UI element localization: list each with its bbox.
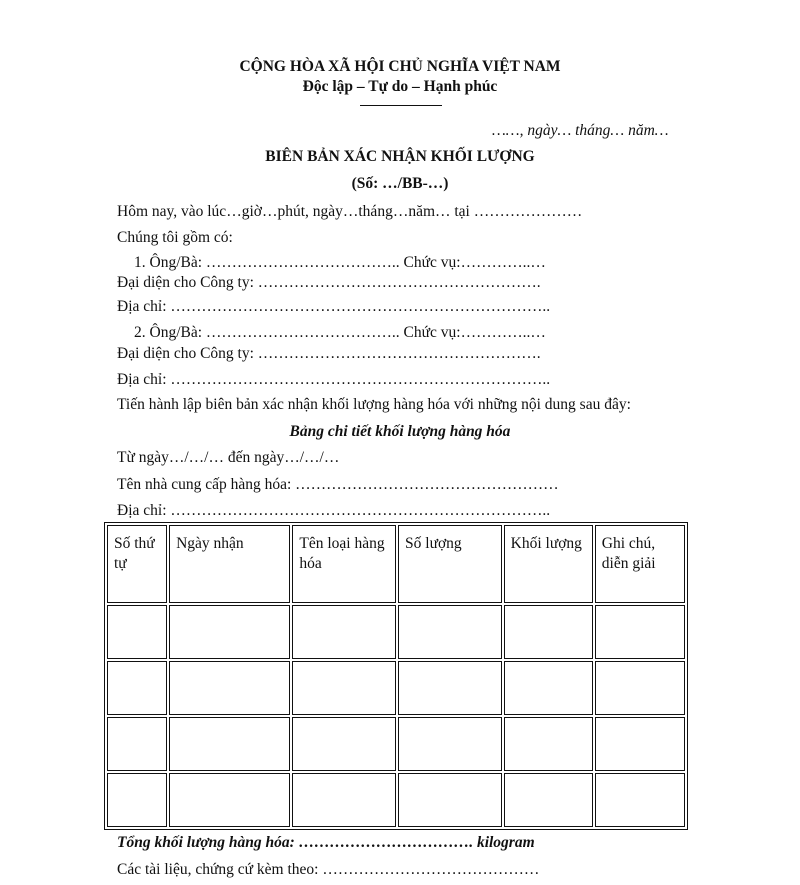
total-weight: Tổng khối lượng hàng hóa: ……………………………. kilogram xyxy=(117,834,535,851)
table-cell xyxy=(398,773,502,827)
goods-table xyxy=(104,522,688,830)
motto-underline xyxy=(360,105,442,106)
table-cell xyxy=(107,661,167,715)
table-cell xyxy=(292,605,396,659)
table-cell xyxy=(107,605,167,659)
column-header: Tên loại hàng hóa xyxy=(292,525,396,603)
party1-address: Địa chỉ: ……………………………………………………………….. xyxy=(117,298,551,315)
table-cell xyxy=(504,605,593,659)
column-header: Ghi chú, diễn giải xyxy=(595,525,685,603)
intro-time-place: Hôm nay, vào lúc…giờ…phút, ngày…tháng…năm… tại ………………… xyxy=(117,203,583,220)
party2-address: Địa chỉ: ……………………………………………………………….. xyxy=(117,371,551,388)
table-cell xyxy=(504,661,593,715)
table-cell xyxy=(398,605,502,659)
detail-address: Địa chỉ: ……………………………………………………………….. xyxy=(117,502,551,519)
table-row xyxy=(107,661,685,715)
national-motto: Độc lập – Tự do – Hạnh phúc xyxy=(302,78,498,95)
table-cell xyxy=(595,605,685,659)
detail-heading: Bảng chi tiết khối lượng hàng hóa xyxy=(289,423,511,440)
table-cell xyxy=(595,661,685,715)
table-cell xyxy=(504,773,593,827)
table-cell xyxy=(169,773,290,827)
column-header: Số lượng xyxy=(398,525,502,603)
document-number: (Số: …/BB-…) xyxy=(351,175,449,192)
table-cell xyxy=(169,605,290,659)
attachments-line: Các tài liệu, chứng cứ kèm theo: …………………………………… xyxy=(117,861,540,878)
table-row xyxy=(107,773,685,827)
table-cell xyxy=(107,717,167,771)
table-cell xyxy=(169,717,290,771)
party1-person: 1. Ông/Bà: ……………………………….. Chức vụ:…………..… xyxy=(134,254,546,271)
column-header: Ngày nhận xyxy=(169,525,290,603)
detail-period: Từ ngày…/…/… đến ngày…/…/… xyxy=(117,449,340,466)
table-cell xyxy=(169,661,290,715)
table-row xyxy=(107,717,685,771)
intro-members: Chúng tôi gồm có: xyxy=(117,229,233,246)
party1-company: Đại diện cho Công ty: ………………………………………………. xyxy=(117,274,541,291)
table-header-row xyxy=(107,525,685,603)
document-title: BIÊN BẢN XÁC NHẬN KHỐI LƯỢNG xyxy=(265,148,535,165)
column-header: Khối lượng xyxy=(504,525,593,603)
table-cell xyxy=(595,773,685,827)
column-header: Số thứ tự xyxy=(107,525,167,603)
party2-person: 2. Ông/Bà: ……………………………….. Chức vụ:…………..… xyxy=(134,324,546,341)
table-cell xyxy=(107,773,167,827)
table-cell xyxy=(504,717,593,771)
table-cell xyxy=(292,717,396,771)
country-name: CỘNG HÒA XÃ HỘI CHỦ NGHĨA VIỆT NAM xyxy=(239,58,561,75)
table-cell xyxy=(398,661,502,715)
party2-company: Đại diện cho Công ty: ………………………………………………. xyxy=(117,345,541,362)
detail-supplier: Tên nhà cung cấp hàng hóa: …………………………………………… xyxy=(117,476,559,493)
proceed-statement: Tiến hành lập biên bản xác nhận khối lượng hàng hóa với những nội dung sau đây: xyxy=(117,396,631,413)
table-cell xyxy=(595,717,685,771)
table-cell xyxy=(292,773,396,827)
table-cell xyxy=(398,717,502,771)
date-line: ……, ngày… tháng… năm… xyxy=(492,122,669,139)
table-cell xyxy=(292,661,396,715)
table-row xyxy=(107,605,685,659)
